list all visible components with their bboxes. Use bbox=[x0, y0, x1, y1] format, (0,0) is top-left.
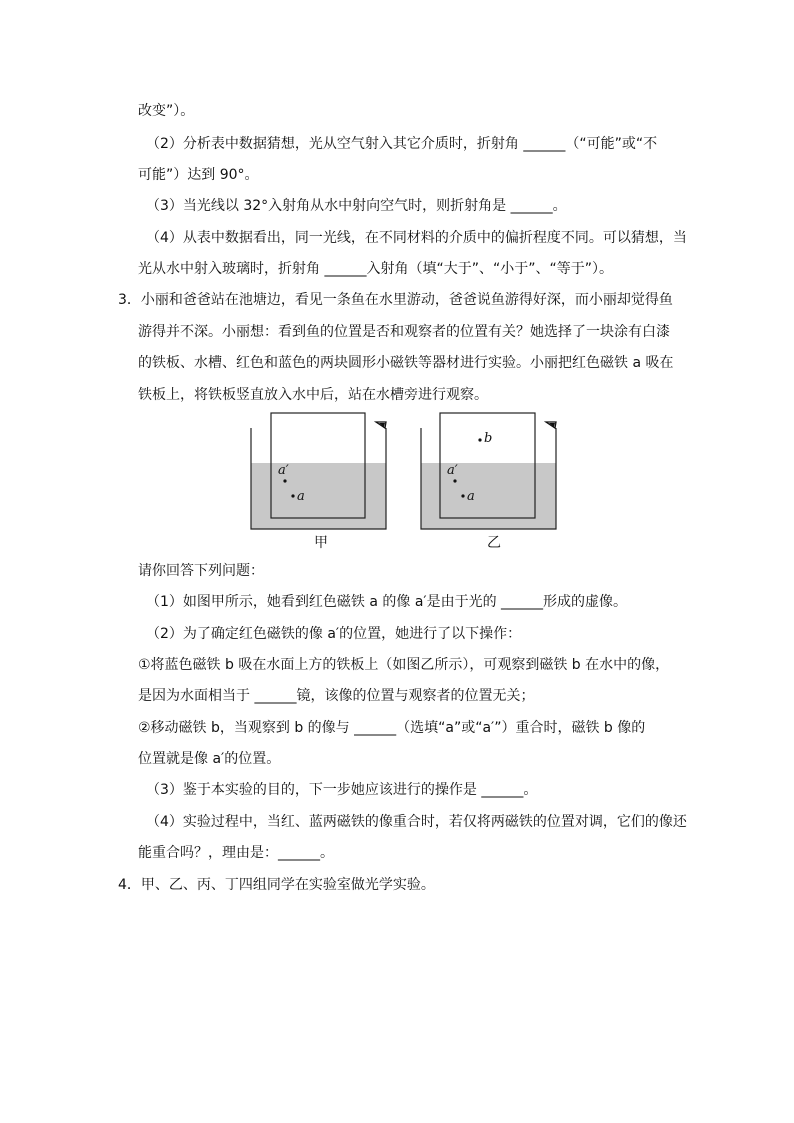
caption-yi: 乙 bbox=[487, 535, 501, 551]
label-a-yi: a bbox=[467, 489, 475, 504]
text-line: （4）从表中数据看出，同一光线，在不同材料的介质中的偏折程度不同。可以猜想，当 bbox=[146, 230, 687, 246]
text-line: 可能”）达到 90°。 bbox=[138, 167, 259, 183]
text-line: 光从水中射入玻璃时，折射角 ______入射角（填“大于”、“小于”、“等于”）。 bbox=[138, 261, 613, 277]
tank-diagrams bbox=[240, 408, 570, 558]
question-3-line: 3．小丽和爸爸站在池塘边，看见一条鱼在水里游动，爸爸说鱼游得好深，而小丽却觉得鱼 bbox=[118, 292, 673, 308]
eye-icon bbox=[376, 422, 386, 428]
eye-icon bbox=[546, 422, 556, 428]
diagram-jia bbox=[251, 413, 386, 529]
label-a-prime-jia: a′ bbox=[278, 463, 289, 478]
label-a-jia: a bbox=[297, 489, 305, 504]
text-line: 能重合吗？，理由是：______。 bbox=[138, 845, 334, 861]
dot-b-yi bbox=[478, 438, 481, 441]
label-b-yi: b bbox=[484, 431, 493, 446]
text-line: 是因为水面相当于 ______镜，该像的位置与观察者的位置无关； bbox=[138, 688, 535, 704]
dot-a-yi bbox=[461, 494, 464, 497]
dot-a-jia bbox=[291, 494, 294, 497]
water-yi bbox=[421, 463, 556, 529]
text-line: 改变”）。 bbox=[138, 103, 195, 119]
text-line: （4）实验过程中，当红、蓝两磁铁的像重合时，若仅将两磁铁的位置对调，它们的像还 bbox=[146, 814, 687, 830]
text-line: ②移动磁铁 b，当观察到 b 的像与 ______（选填“a”或“a′”）重合时，磁铁 b 像的 bbox=[138, 720, 646, 736]
experiment-figure bbox=[240, 408, 570, 558]
dot-a-prime-jia bbox=[283, 479, 286, 482]
text-line: ①将蓝色磁铁 b 吸在水面上方的铁板上（如图乙所示），可观察到磁铁 b 在水中的像， bbox=[138, 657, 670, 673]
text-line: （3）鉴于本实验的目的，下一步她应该进行的操作是 ______。 bbox=[146, 782, 538, 798]
text-line: （1）如图甲所示，她看到红色磁铁 a 的像 a′是由于光的 ______形成的虚像。 bbox=[146, 594, 628, 610]
text-line: （2）为了确定红色磁铁的像 a′的位置，她进行了以下操作： bbox=[146, 626, 522, 642]
dot-a-prime-yi bbox=[453, 479, 456, 482]
text-line: 请你回答下列问题： bbox=[138, 563, 264, 579]
text-line: 游得并不深。小丽想：看到鱼的位置是否和观察者的位置有关？她选择了一块涂有白漆 bbox=[138, 324, 670, 340]
caption-jia: 甲 bbox=[314, 535, 328, 551]
text-line: （3）当光线以 32°入射角从水中射向空气时，则折射角是 ______。 bbox=[146, 198, 567, 214]
text-line: 铁板上，将铁板竖直放入水中后，站在水槽旁进行观察。 bbox=[138, 387, 488, 403]
question-4-line: 4．甲、乙、丙、丁四组同学在实验室做光学实验。 bbox=[118, 877, 435, 893]
text-line: 的铁板、水槽、红色和蓝色的两块圆形小磁铁等器材进行实验。小丽把红色磁铁 a 吸在 bbox=[138, 355, 674, 371]
text-line: （2）分析表中数据猜想，光从空气射入其它介质时，折射角 ______（“可能”或“不 bbox=[146, 136, 658, 152]
label-a-prime-yi: a′ bbox=[447, 463, 458, 478]
text-line: 位置就是像 a′的位置。 bbox=[138, 751, 281, 767]
